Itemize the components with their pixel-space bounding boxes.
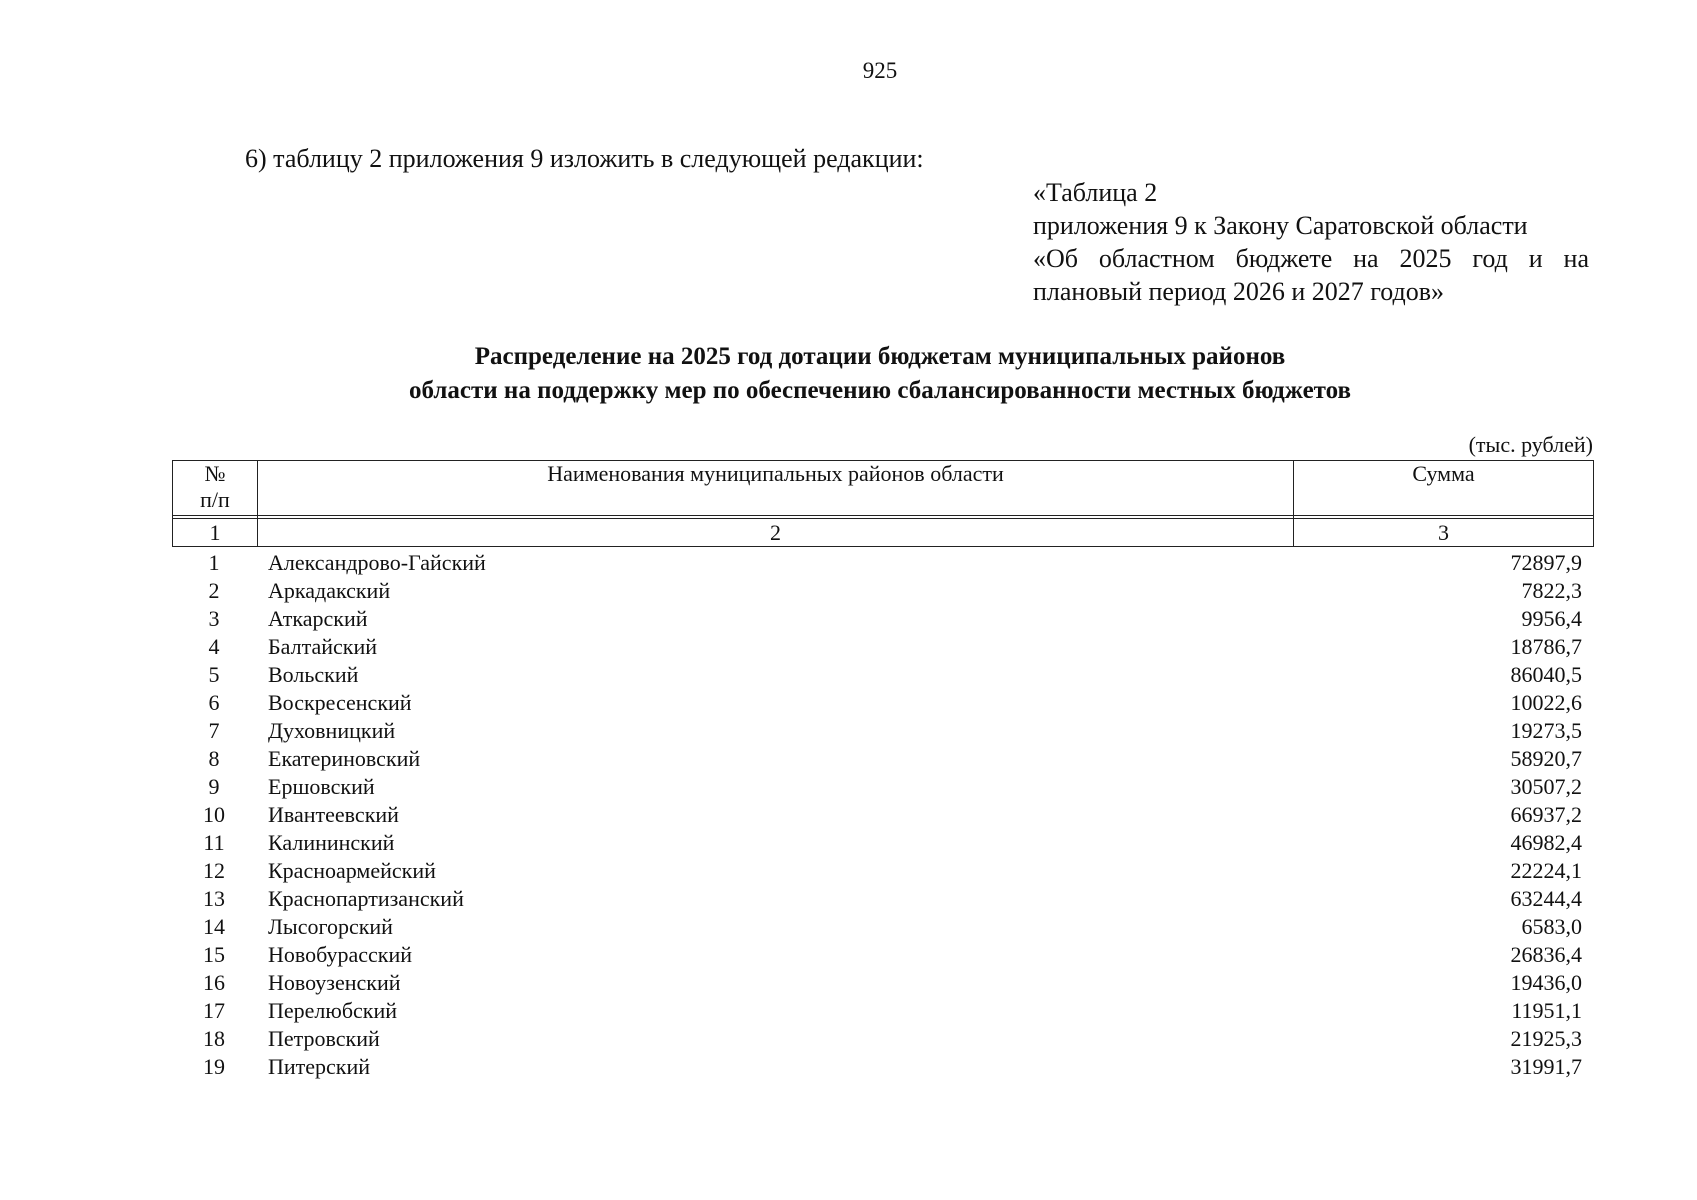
amount-cell: 31991,7 [1510, 1054, 1582, 1079]
row-number-cell: 3 [208, 606, 220, 631]
table-row [172, 717, 1594, 745]
amount-cell: 19436,0 [1510, 970, 1582, 995]
amount-cell: 18786,7 [1510, 634, 1582, 659]
row-number-cell: 18 [203, 1026, 225, 1051]
district-name-cell: Новоузенский [268, 970, 401, 995]
district-name-cell: Ершовский [268, 774, 375, 799]
data-table [172, 549, 1594, 1081]
table-row [172, 913, 1594, 941]
amount-cell: 6583,0 [1521, 914, 1582, 939]
table-row [172, 885, 1594, 913]
header-text: № [204, 461, 226, 486]
row-number-cell: 17 [203, 998, 225, 1023]
table-row [172, 969, 1594, 997]
row-number-cell: 11 [203, 830, 225, 855]
table-row [172, 605, 1594, 633]
header-row [173, 461, 1594, 516]
reference-line: приложения 9 к Закону Саратовской области [1033, 211, 1528, 240]
table-row [172, 801, 1594, 829]
title-line: области на поддержку мер по обеспечению сбалансированности местных бюджетов [408, 377, 1352, 404]
row-number-cell: 2 [208, 578, 220, 603]
amount-cell: 63244,4 [1510, 886, 1582, 911]
district-name-cell: Балтайский [268, 634, 377, 659]
district-name-cell: Красноармейский [268, 858, 436, 883]
district-name-cell: Вольский [268, 662, 359, 687]
row-number-cell: 13 [203, 886, 225, 911]
table-row [172, 1053, 1594, 1081]
table-row [172, 689, 1594, 717]
reference-line: «Таблица 2 [1033, 178, 1158, 207]
page-number: 925 [862, 58, 898, 83]
district-name-cell: Духовницкий [268, 718, 396, 743]
district-name-cell: Екатериновский [268, 746, 421, 771]
amount-cell: 66937,2 [1510, 802, 1582, 827]
district-name-cell: Лысогорский [268, 914, 393, 939]
table-header [172, 460, 1594, 547]
column-number-cell: 3 [1294, 519, 1594, 547]
district-name-cell: Калининский [268, 830, 395, 855]
table-reference-block [1033, 176, 1589, 308]
row-number-cell: 12 [203, 858, 225, 883]
district-name-cell: Перелюбский [268, 998, 398, 1023]
amount-cell: 9956,4 [1521, 606, 1582, 631]
row-number-cell: 7 [208, 718, 220, 743]
row-number-cell: 4 [208, 634, 220, 659]
amount-cell: 7822,3 [1521, 578, 1582, 603]
amount-cell: 11951,1 [1511, 998, 1582, 1023]
amendment-line: 6) таблицу 2 приложения 9 изложить в следующей редакции: [245, 144, 924, 173]
column-number-cell: 2 [258, 519, 1294, 547]
district-name-cell: Аткарский [268, 606, 368, 631]
units-label: (тыс. рублей) [1468, 432, 1593, 457]
amount-cell: 86040,5 [1510, 662, 1582, 687]
amount-cell: 72897,9 [1510, 550, 1582, 575]
row-number-cell: 14 [203, 914, 225, 939]
amount-cell: 19273,5 [1510, 718, 1582, 743]
reference-line: «Об областном бюджете на 2025 год и на [1033, 244, 1589, 273]
row-number-cell: 5 [208, 662, 220, 687]
district-name-cell: Петровский [268, 1026, 380, 1051]
table-row [172, 745, 1594, 773]
amount-cell: 26836,4 [1510, 942, 1582, 967]
row-number-cell: 16 [203, 970, 225, 995]
table-row [172, 633, 1594, 661]
row-number-cell: 9 [208, 774, 220, 799]
amount-cell: 22224,1 [1510, 858, 1582, 883]
district-name-cell: Ивантеевский [268, 802, 399, 827]
row-number-cell: 19 [203, 1054, 225, 1079]
amount-cell: 46982,4 [1510, 830, 1582, 855]
district-name-cell: Питерский [268, 1054, 371, 1079]
table-row [172, 549, 1594, 577]
amount-cell: 58920,7 [1510, 746, 1582, 771]
header-cell-name: Наименования муниципальных районов области [258, 461, 1294, 516]
table-row [172, 829, 1594, 857]
document-title [245, 340, 1515, 408]
district-name-cell: Воскресенский [268, 690, 412, 715]
table-row [172, 661, 1594, 689]
column-number-cell: 1 [173, 519, 258, 547]
amount-cell: 30507,2 [1510, 774, 1582, 799]
row-number-cell: 10 [203, 802, 225, 827]
amount-cell: 21925,3 [1510, 1026, 1582, 1051]
district-name-cell: Новобурасский [268, 942, 413, 967]
amount-cell: 10022,6 [1510, 690, 1582, 715]
table-row [172, 1025, 1594, 1053]
header-cell-sum: Сумма [1294, 461, 1594, 516]
title-line: Распределение на 2025 год дотации бюджетам муниципальных районов [474, 343, 1286, 370]
table-row [172, 857, 1594, 885]
table-row [172, 773, 1594, 801]
table-row [172, 577, 1594, 605]
column-number-row [173, 519, 1594, 547]
district-name-cell: Александрово-Гайский [268, 550, 486, 575]
header-cell-number [173, 461, 258, 516]
district-name-cell: Краснопартизанский [268, 886, 464, 911]
table-row [172, 997, 1594, 1025]
reference-line: плановый период 2026 и 2027 годов» [1033, 277, 1445, 306]
row-number-cell: 8 [208, 746, 220, 771]
table-row [172, 941, 1594, 969]
row-number-cell: 6 [208, 690, 220, 715]
row-number-cell: 15 [203, 942, 225, 967]
table-body [172, 549, 1594, 1081]
row-number-cell: 1 [208, 550, 220, 575]
header-text: п/п [200, 487, 230, 512]
district-name-cell: Аркадакский [268, 578, 391, 603]
